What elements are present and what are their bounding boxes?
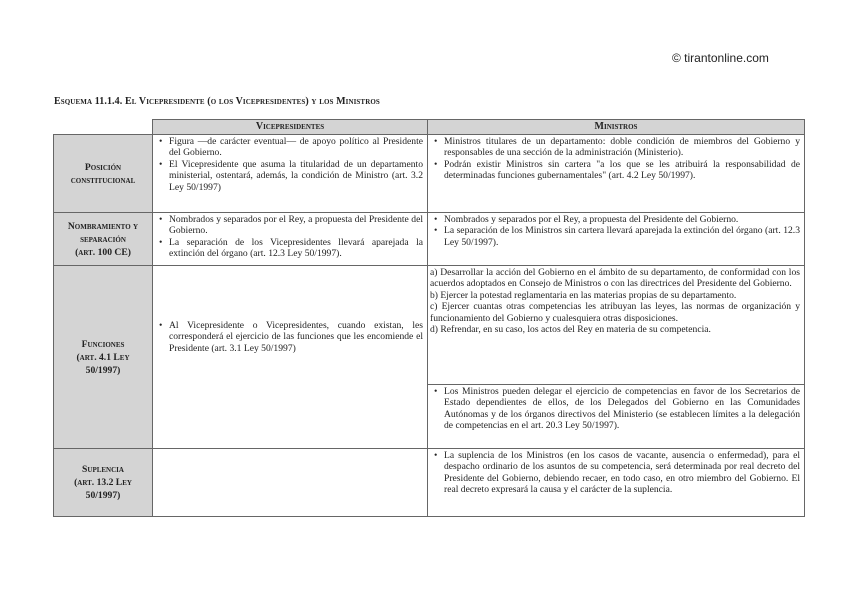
list-item: d) Refrendar, en su caso, los actos del Rey en materia de su competencia. bbox=[430, 324, 711, 336]
list-item: b) Ejercer la potestad reglamentaria en las materias propias de su departamento. bbox=[430, 289, 737, 301]
empty-header bbox=[54, 120, 153, 135]
schema-table bbox=[53, 119, 805, 517]
list-item: • La suplencia de los Ministros (en los casos de vacante, ausencia o enfermedad), para el despacho ordinario de los asuntos de su competencia, será determinada por real decreto del Presidente del Gobierno, debiendo recaer, en todo caso, en otro miembro del Gobierno. El real decreto expresará la causa y el carácter de la suplencia. bbox=[444, 450, 800, 496]
empty-cell bbox=[153, 449, 428, 517]
list-item: • Figura —de carácter eventual— de apoyo político al Presidente del Gobierno. bbox=[169, 136, 423, 159]
row-label-suplencia bbox=[54, 449, 153, 517]
watermark: © tirantonline.com bbox=[672, 51, 769, 65]
list-item: c) Ejercer cuantas otras competencias les atribuyan las leyes, las normas de organización y funcionamiento del Gobierno y cualesquiera otras disposiciones. bbox=[430, 301, 800, 324]
list-item: • Al Vicepresidente o Vicepresidentes, cuando existan, les corresponderá el ejercicio de las funciones que les encomiende el Presidente (art. 3.1 Ley 50/1997) bbox=[169, 320, 423, 354]
list-item: • La separación de los Ministros sin cartera llevará aparejada la extinción del órgano (art. 12.3 Ley 50/1997). bbox=[444, 225, 800, 248]
list-item: • Podrán existir Ministros sin cartera "a los que se les atribuirá la responsabilidad de determinadas funciones gubernamentales" (art. 4.2 Ley 50/1997). bbox=[444, 159, 800, 182]
label-ref: (art. 4.1 Ley 50/1997) bbox=[76, 351, 130, 376]
label-text: Suplencia bbox=[82, 464, 124, 475]
row-label-posicion: Posición constitucional bbox=[54, 135, 153, 213]
label-text: Nombramiento y separación bbox=[67, 220, 139, 245]
page-title: Esquema 11.1.4. El Vicepresidente (o los Vicepresidentes) y los Ministros bbox=[54, 96, 380, 107]
list-item: • Nombrados y separados por el Rey, a propuesta del Presidente del Gobierno. bbox=[444, 214, 800, 225]
list-item: • Los Ministros pueden delegar el ejercicio de competencias en favor de los Secretarios de Estado dependientes de ellos, de los Delegados del Gobierno en las Comunidades Autónomas y de los órganos directivos del Ministerio (se establecen límites a la delegación de competencias en el art. 20.3 Ley 50/1997). bbox=[444, 386, 800, 432]
row-label-nombramiento bbox=[54, 213, 153, 266]
label-ref: (art. 13.2 Ley 50/1997) bbox=[74, 477, 132, 501]
list-item: • Ministros titulares de un departamento: doble condición de miembros del Gobierno y responsables de una sección de la administración (Ministerio). bbox=[444, 136, 800, 159]
label-ref: (art. 100 CE) bbox=[75, 246, 131, 258]
list-item: • Nombrados y separados por el Rey, a propuesta del Presidente del Gobierno. bbox=[169, 214, 423, 237]
list-item: • La separación de los Vicepresidentes llevará aparejada la extinción del órgano (art. 12.3 Ley 50/1997). bbox=[169, 237, 423, 260]
list-item: • El Vicepresidente que asuma la titularidad de un departamento ministerial, ostentará, además, la condición de Ministro (art. 3.2 Ley 50/1997) bbox=[169, 159, 423, 193]
row-label-funciones bbox=[54, 266, 153, 449]
header-vicepresidentes: Vicepresidentes bbox=[153, 120, 428, 135]
header-ministros: Ministros bbox=[428, 120, 805, 135]
label-text: Funciones bbox=[81, 338, 125, 350]
list-item: a) Desarrollar la acción del Gobierno en el ámbito de su departamento, de conformidad con los acuerdos adoptados en Consejo de Ministros o con las directrices del Presidente del Gobierno. bbox=[430, 267, 800, 290]
